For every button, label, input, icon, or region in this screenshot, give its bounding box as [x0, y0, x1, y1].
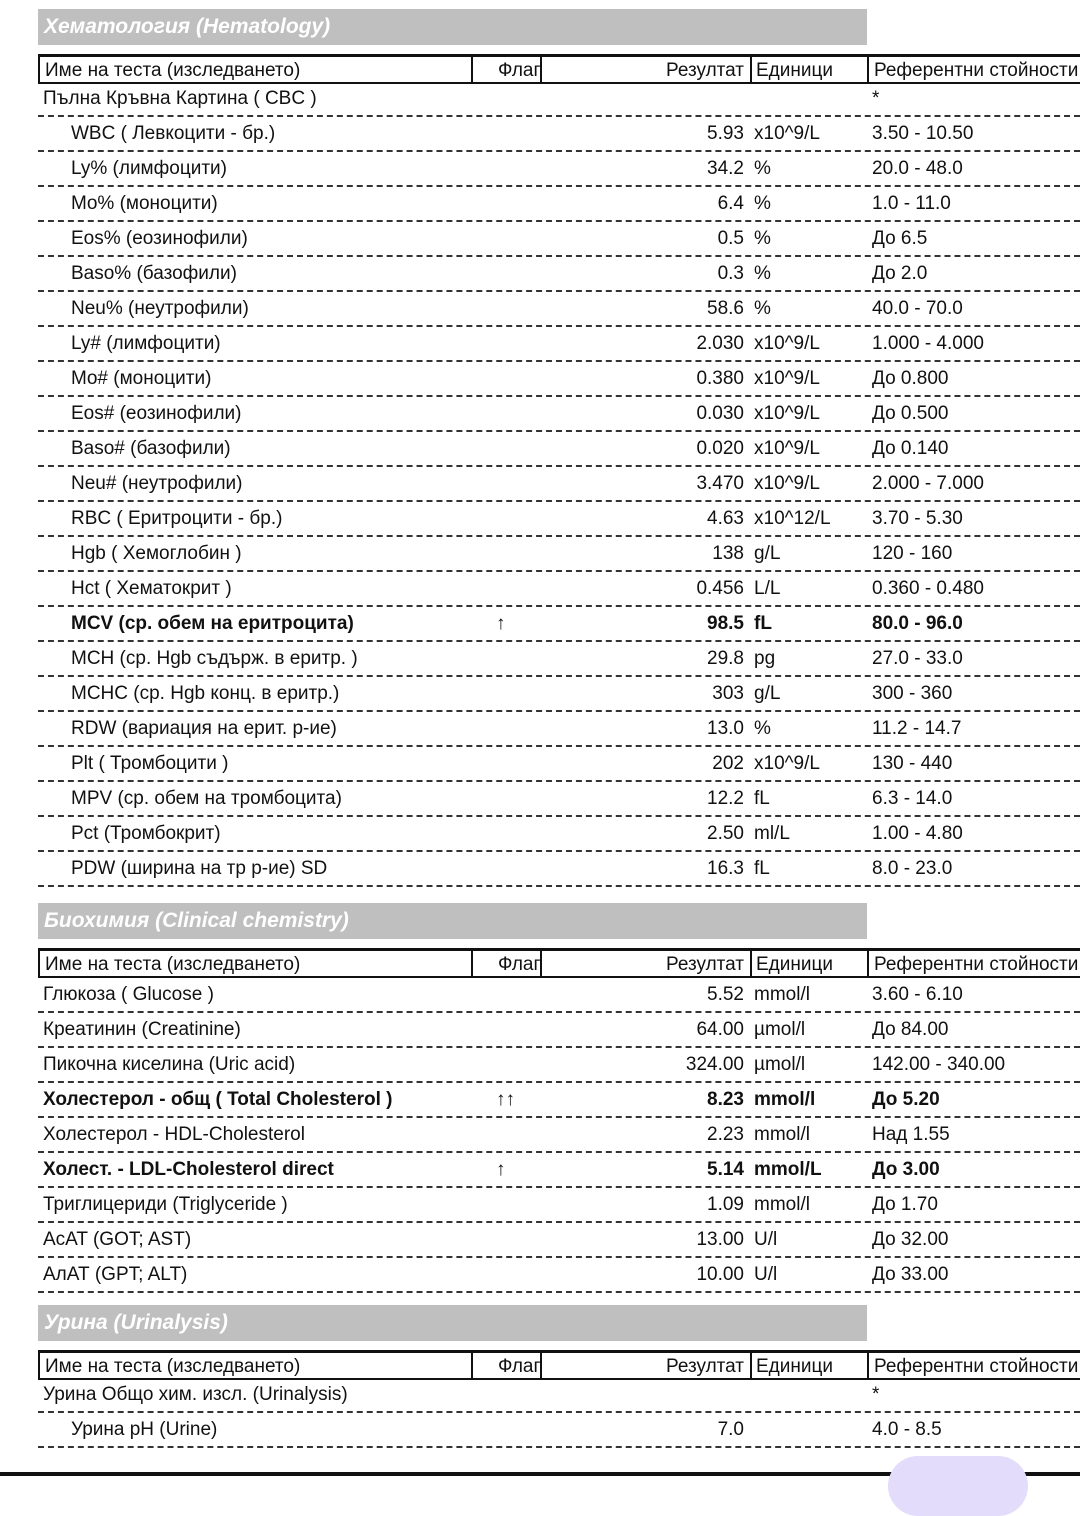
result-row — [38, 1223, 1080, 1258]
column-header-reference: Референтни стойности — [874, 1356, 1079, 1377]
result-value: 0.456 — [696, 578, 744, 599]
column-header-flag: Флаг — [498, 60, 541, 81]
result-row — [38, 327, 1080, 362]
reference-range: 20.0 - 48.0 — [872, 158, 963, 179]
units: x10^9/L — [754, 123, 820, 144]
result-row — [38, 1083, 1080, 1118]
column-header-units: Единици — [756, 954, 833, 975]
result-value: 64.00 — [696, 1019, 744, 1040]
test-name: Baso% (базофили) — [71, 263, 237, 284]
column-header-name: Име на теста (изследването) — [45, 954, 301, 975]
units: mmol/l — [754, 1194, 810, 1215]
result-value: 138 — [712, 543, 744, 564]
column-header-result: Резултат — [666, 1356, 744, 1377]
test-name: Neu# (неутрофили) — [71, 473, 243, 494]
section-title: Хематология (Hematology) — [38, 9, 867, 45]
result-row — [38, 117, 1080, 152]
test-name: Eos% (еозинофили) — [71, 228, 248, 249]
group-row — [38, 1380, 1080, 1413]
reference-range: 142.00 - 340.00 — [872, 1054, 1006, 1075]
result-value: 0.030 — [696, 403, 744, 424]
test-name: Урина pH (Urine) — [71, 1419, 218, 1440]
table-header — [38, 1350, 1080, 1380]
result-row — [38, 1048, 1080, 1083]
units: mmol/L — [754, 1159, 822, 1180]
units: fL — [754, 858, 770, 879]
flag-icon: ↑ — [496, 613, 506, 634]
result-row — [38, 1413, 1080, 1448]
test-name: Холестерол - HDL-Cholesterol — [43, 1124, 305, 1145]
test-name: RDW (вариация на ерит. р-ие) — [71, 718, 337, 739]
result-row — [38, 1118, 1080, 1153]
units: g/L — [754, 543, 781, 564]
test-name: WBC ( Левкоцити - бр.) — [71, 123, 276, 144]
result-value: 5.52 — [707, 984, 744, 1005]
flag-icon: ↑ — [496, 1159, 506, 1180]
result-value: 0.3 — [717, 263, 744, 284]
result-row — [38, 432, 1080, 467]
urinalysis-section — [38, 1305, 1080, 1448]
result-row — [38, 1188, 1080, 1223]
reference-range: До 2.0 — [872, 263, 928, 284]
units: % — [754, 263, 771, 284]
test-name: Eos# (еозинофили) — [71, 403, 242, 424]
units: x10^12/L — [754, 508, 831, 529]
units: µmol/l — [754, 1019, 806, 1040]
result-value: 324.00 — [685, 1054, 744, 1075]
test-name: Mo# (моноцити) — [71, 368, 212, 389]
test-name: Hgb ( Хемоглобин ) — [71, 543, 242, 564]
result-row — [38, 537, 1080, 572]
group-name: Урина Общо хим. изсл. (Urinalysis) — [43, 1384, 348, 1405]
table-header — [38, 948, 1080, 978]
result-row — [38, 397, 1080, 432]
units: x10^9/L — [754, 438, 820, 459]
result-row — [38, 712, 1080, 747]
reference-range: 0.360 - 0.480 — [872, 578, 984, 599]
result-value: 0.5 — [717, 228, 744, 249]
reference-range: 3.50 - 10.50 — [872, 123, 974, 144]
result-value: 2.030 — [696, 333, 744, 354]
result-row — [38, 502, 1080, 537]
group-reference: * — [872, 1384, 880, 1405]
result-value: 10.00 — [696, 1264, 744, 1285]
units: L/L — [754, 578, 781, 599]
test-name: Hct ( Хематокрит ) — [71, 578, 232, 599]
result-row — [38, 467, 1080, 502]
units: x10^9/L — [754, 403, 820, 424]
test-name: Pct (Тромбокрит) — [71, 823, 221, 844]
reference-range: 80.0 - 96.0 — [872, 613, 963, 634]
units: µmol/l — [754, 1054, 806, 1075]
test-name: Mo% (моноцити) — [71, 193, 218, 214]
result-value: 5.14 — [707, 1159, 744, 1180]
test-name: MCH (ср. Hgb съдърж. в еритр. ) — [71, 648, 358, 669]
column-header-name: Име на теста (изследването) — [45, 60, 301, 81]
reference-range: До 0.500 — [872, 403, 949, 424]
units: ml/L — [754, 823, 790, 844]
test-name: MCHC (ср. Hgb конц. в еритр.) — [71, 683, 340, 704]
units: mmol/l — [754, 1089, 816, 1110]
reference-range: 4.0 - 8.5 — [872, 1419, 942, 1440]
reference-range: До 84.00 — [872, 1019, 949, 1040]
result-value: 12.2 — [707, 788, 744, 809]
result-value: 2.23 — [707, 1124, 744, 1145]
test-name: Neu% (неутрофили) — [71, 298, 249, 319]
test-name: АлАТ (GPT; ALT) — [43, 1264, 188, 1285]
test-name: RBC ( Еритроцити - бр.) — [71, 508, 283, 529]
column-header-result: Резултат — [666, 954, 744, 975]
units: fL — [754, 788, 770, 809]
reference-range: До 6.5 — [872, 228, 928, 249]
result-value: 8.23 — [707, 1089, 744, 1110]
units: x10^9/L — [754, 473, 820, 494]
reference-range: 3.70 - 5.30 — [872, 508, 963, 529]
units: U/l — [754, 1264, 778, 1285]
test-name: Триглицериди (Triglyceride ) — [43, 1194, 288, 1215]
result-row — [38, 782, 1080, 817]
result-value: 5.93 — [707, 123, 744, 144]
result-value: 2.50 — [707, 823, 744, 844]
units: U/l — [754, 1229, 778, 1250]
reference-range: До 5.20 — [872, 1089, 940, 1110]
units: % — [754, 193, 771, 214]
test-name: AcAT (GOT; AST) — [43, 1229, 192, 1250]
result-value: 7.0 — [717, 1419, 744, 1440]
result-row — [38, 1013, 1080, 1048]
result-value: 4.63 — [707, 508, 744, 529]
column-header-result: Резултат — [666, 60, 744, 81]
result-row — [38, 978, 1080, 1013]
test-name: MCV (ср. обем на еритроцита) — [71, 613, 354, 634]
result-row — [38, 187, 1080, 222]
result-value: 3.470 — [696, 473, 744, 494]
reference-range: До 0.140 — [872, 438, 949, 459]
units: g/L — [754, 683, 781, 704]
units: % — [754, 228, 771, 249]
reference-range: 120 - 160 — [872, 543, 953, 564]
result-row — [38, 222, 1080, 257]
column-header-reference: Референтни стойности — [874, 60, 1079, 81]
result-value: 1.09 — [707, 1194, 744, 1215]
result-value: 6.4 — [717, 193, 744, 214]
table-header — [38, 54, 1080, 84]
column-header-flag: Флаг — [498, 954, 541, 975]
reference-range: 1.000 - 4.000 — [872, 333, 984, 354]
result-value: 0.380 — [696, 368, 744, 389]
test-name: Baso# (базофили) — [71, 438, 231, 459]
result-value: 13.0 — [707, 718, 744, 739]
units: mmol/l — [754, 1124, 810, 1145]
column-header-flag: Флаг — [498, 1356, 541, 1377]
reference-range: 6.3 - 14.0 — [872, 788, 953, 809]
result-row — [38, 257, 1080, 292]
result-row — [38, 817, 1080, 852]
reference-range: До 1.70 — [872, 1194, 938, 1215]
units: x10^9/L — [754, 333, 820, 354]
reference-range: До 33.00 — [872, 1264, 949, 1285]
reference-range: 1.00 - 4.80 — [872, 823, 963, 844]
reference-range: 130 - 440 — [872, 753, 953, 774]
result-row — [38, 747, 1080, 782]
units: mmol/l — [754, 984, 810, 1005]
result-value: 29.8 — [707, 648, 744, 669]
hematology-section — [38, 9, 1080, 887]
test-name: Ly% (лимфоцити) — [71, 158, 227, 179]
result-row — [38, 677, 1080, 712]
result-value: 13.00 — [696, 1229, 744, 1250]
test-name: PDW (ширина на тр р-ие) SD — [71, 858, 328, 879]
units: % — [754, 158, 771, 179]
reference-range: До 3.00 — [872, 1159, 940, 1180]
result-value: 202 — [712, 753, 744, 774]
reference-range: Над 1.55 — [872, 1124, 950, 1145]
result-value: 0.020 — [696, 438, 744, 459]
column-header-units: Единици — [756, 60, 833, 81]
reference-range: 11.2 - 14.7 — [872, 718, 962, 739]
reference-range: До 32.00 — [872, 1229, 949, 1250]
test-name: Креатинин (Creatinine) — [43, 1019, 241, 1040]
result-row — [38, 1258, 1080, 1293]
reference-range: 300 - 360 — [872, 683, 953, 704]
units: % — [754, 298, 771, 319]
units: x10^9/L — [754, 753, 820, 774]
test-name: Холест. - LDL-Cholesterol direct — [43, 1159, 334, 1180]
result-row — [38, 572, 1080, 607]
column-header-units: Единици — [756, 1356, 833, 1377]
result-row — [38, 292, 1080, 327]
result-value: 16.3 — [707, 858, 744, 879]
column-header-reference: Референтни стойности — [874, 954, 1079, 975]
group-name: Пълна Кръвна Картина ( CBC ) — [43, 88, 317, 109]
floating-action-button[interactable] — [888, 1456, 1028, 1516]
result-row — [38, 607, 1080, 642]
result-value: 58.6 — [707, 298, 744, 319]
reference-range: 8.0 - 23.0 — [872, 858, 953, 879]
group-reference: * — [872, 88, 880, 109]
result-value: 98.5 — [707, 613, 744, 634]
result-row — [38, 1153, 1080, 1188]
result-row — [38, 852, 1080, 887]
reference-range: 2.000 - 7.000 — [872, 473, 984, 494]
reference-range: 40.0 - 70.0 — [872, 298, 963, 319]
test-name: Plt ( Тромбоцити ) — [71, 753, 229, 774]
reference-range: 3.60 - 6.10 — [872, 984, 963, 1005]
test-name: Ly# (лимфоцити) — [71, 333, 221, 354]
column-header-name: Име на теста (изследването) — [45, 1356, 301, 1377]
result-row — [38, 152, 1080, 187]
flag-icon: ↑↑ — [496, 1089, 515, 1110]
section-title: Урина (Urinalysis) — [38, 1305, 867, 1341]
result-row — [38, 642, 1080, 677]
result-row — [38, 362, 1080, 397]
reference-range: 27.0 - 33.0 — [872, 648, 963, 669]
units: % — [754, 718, 771, 739]
reference-range: До 0.800 — [872, 368, 949, 389]
test-name: Пикочна киселина (Uric acid) — [43, 1054, 296, 1075]
section-title: Биохимия (Clinical chemistry) — [38, 903, 867, 939]
units: pg — [754, 648, 776, 669]
chemistry-section — [38, 903, 1080, 1293]
test-name: MPV (ср. обем на тромбоцита) — [71, 788, 342, 809]
result-value: 303 — [712, 683, 744, 704]
test-name: Глюкоза ( Glucose ) — [43, 984, 214, 1005]
units: fL — [754, 613, 772, 634]
units: x10^9/L — [754, 368, 820, 389]
reference-range: 1.0 - 11.0 — [872, 193, 951, 214]
group-row — [38, 84, 1080, 117]
test-name: Холестерол - общ ( Total Cholesterol ) — [43, 1089, 393, 1110]
result-value: 34.2 — [707, 158, 744, 179]
